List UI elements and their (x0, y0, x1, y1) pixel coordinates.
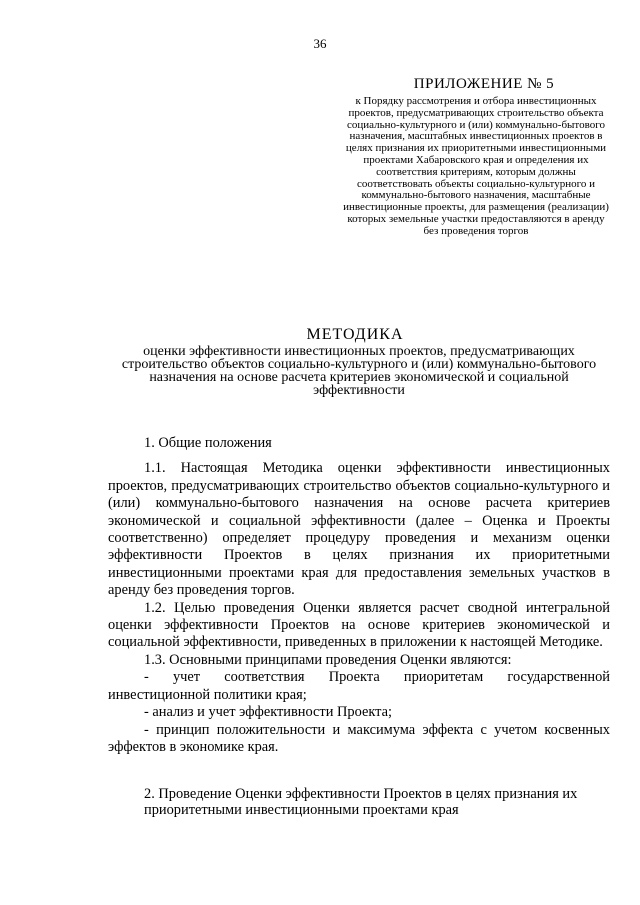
paragraph-1-1: 1.1. Настоящая Методика оценки эффективности инвестиционных проектов, предусматривающих строительство объектов социально-культурного и (или) коммунально-бытового назначения на основе расчета критериев экономической и социальной эффективности (далее – Оценка и Проекты соответственно) определяет процедуру проведения и механизм оценки эффективности Проектов в целях признания их приоритетными инвестиционными проектами края для предоставления земельных участков в аренду без проведения торгов. (108, 460, 610, 599)
document-body (108, 435, 610, 756)
methodology-subtitle: оценки эффективности инвестиционных проектов, предусматривающих строительство объектов социально-культурного и (или) коммунально-бытового назначения на основе расчета критериев экономической и социальной эффективности (121, 344, 597, 398)
page-number: 36 (313, 36, 327, 51)
methodology-title: МЕТОДИКА (306, 326, 404, 343)
paragraph-1-3: 1.3. Основными принципами проведения Оценки являются: (144, 651, 512, 668)
annex-subtitle: к Порядку рассмотрения и отбора инвестиционных проектов, предусматривающих строительство объекта социально-культурного и (или) коммунально-бытового назначения, масштабных инвестиционных проектов в целях признания их приоритетными инвестиционными проектами Хабаровского края и определения их соответствия критериям, которым должны соответствовать объекты социально-культурного и коммунально-бытового назначения, масштабные инвестиционные проекты, для размещения (реализации) которых земельные участки предоставляются в аренду без проведения торгов (343, 95, 609, 237)
principle-item: - анализ и учет эффективности Проекта; (144, 704, 393, 721)
principle-item: - принцип положительности и максимума эффекта с учетом косвенных эффектов в экономике края. (108, 721, 610, 755)
section-1-heading: 1. Общие положения (144, 435, 272, 451)
principle-item: - учет соответствия Проекта приоритетам государственной инвестиционной политики края; (108, 669, 610, 703)
section-2-heading: 2. Проведение Оценки эффективности Проектов в целях признания их приоритетными инвестиционными проектами края (144, 786, 578, 818)
paragraph-1-2: 1.2. Целью проведения Оценки является расчет сводной интегральной оценки эффективности Проектов на основе критериев экономической и социальной эффективности, приведенных в приложении к настоящей Методике. (108, 599, 610, 651)
annex-title: ПРИЛОЖЕНИЕ № 5 (413, 76, 555, 92)
